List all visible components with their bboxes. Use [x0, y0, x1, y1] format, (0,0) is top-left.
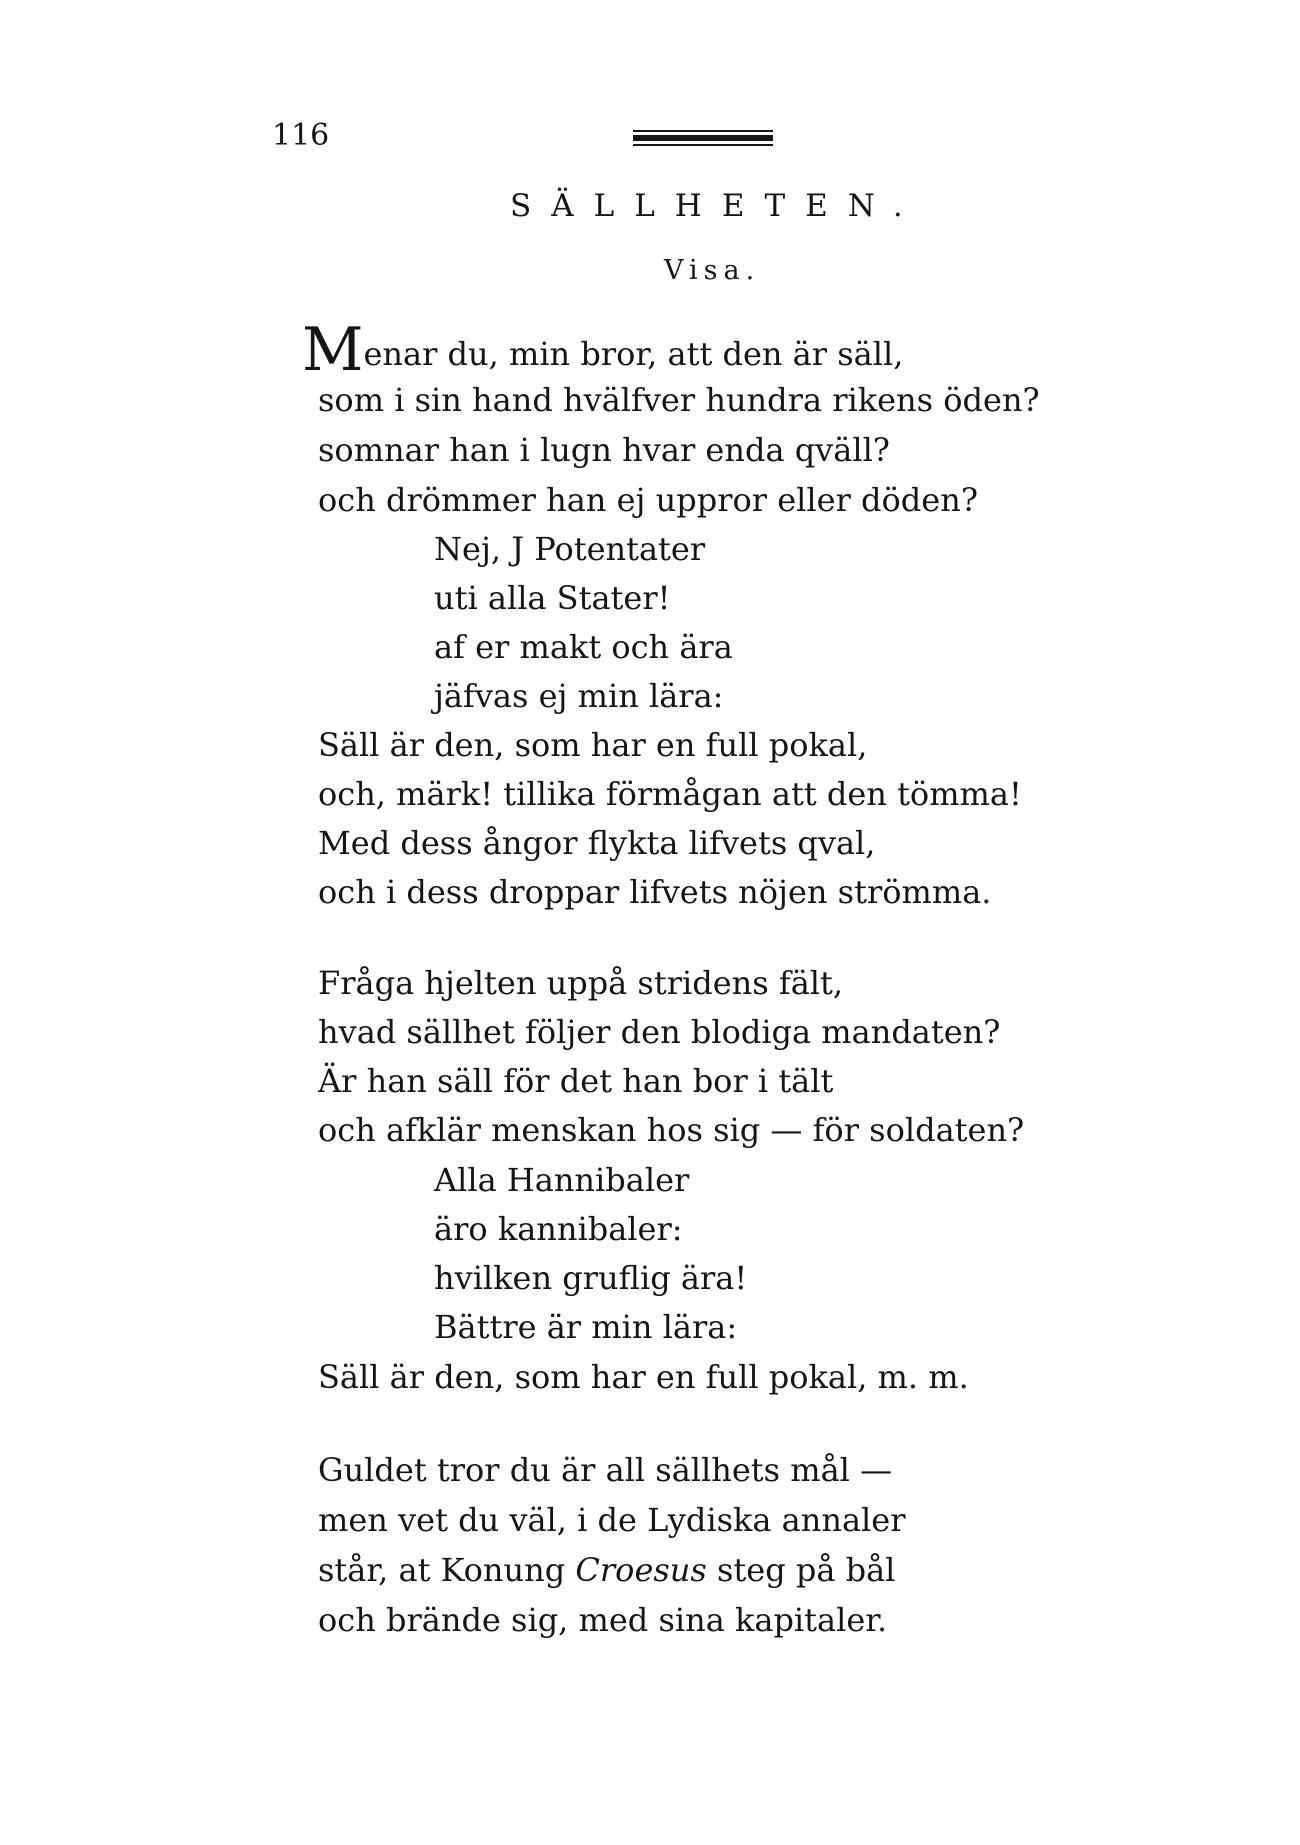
verse-line: hvad sällhet följer den blodiga mandaten?: [318, 1013, 1001, 1051]
verse-line-text: står, at Konung: [318, 1551, 576, 1589]
verse-line-indented: äro kannibaler:: [434, 1210, 683, 1248]
rule-line-middle: [633, 135, 773, 141]
rule-line-top: [633, 130, 773, 132]
verse-line-text: steg på bål: [706, 1551, 896, 1589]
verse-line: och, märk! tillika förmågan att den tömma!: [318, 775, 1022, 813]
verse-line: och brände sig, med sina kapitaler.: [318, 1601, 888, 1639]
verse-line: [318, 1550, 895, 1590]
verse-line: Guldet tror du är all sällhets mål —: [318, 1451, 893, 1489]
verse-line: Fråga hjelten uppå stridens fält,: [318, 964, 844, 1002]
page-number: 116: [272, 118, 330, 153]
verse-line-indented: jäfvas ej min lära:: [434, 677, 724, 715]
verse-line: Är han säll för det han bor i tält: [318, 1062, 834, 1100]
verse-line: och i dess droppar lifvets nöjen strömma.: [318, 873, 992, 911]
verse-line: somnar han i lugn hvar enda qväll?: [318, 431, 890, 469]
verse-line-indented: Alla Hannibaler: [434, 1161, 690, 1199]
drop-cap: M: [302, 315, 364, 385]
verse-line: men vet du väl, i de Lydiska annaler: [318, 1501, 906, 1539]
verse-line: som i sin hand hvälfver hundra rikens öden?: [318, 381, 1040, 419]
verse-line: [302, 315, 904, 385]
header-ornament-rule: [633, 130, 773, 149]
verse-line: Med dess ångor flykta lifvets qval,: [318, 824, 876, 862]
verse-line-indented: Nej, J Potentater: [434, 530, 706, 568]
rule-line-bottom: [633, 144, 773, 146]
verse-line: Säll är den, som har en full pokal,: [318, 726, 868, 764]
verse-line-indented: uti alla Stater!: [434, 579, 671, 617]
verse-line-indented: Bättre är min lära:: [434, 1308, 738, 1346]
italic-name: Croesus: [575, 1551, 707, 1589]
verse-line-indented: af er makt och ära: [434, 628, 733, 666]
verse-line: Säll är den, som har en full pokal, m. m.: [318, 1358, 969, 1396]
poem-subtitle: Visa.: [664, 255, 761, 286]
poem-title: SÄLLHETEN.: [510, 188, 923, 224]
verse-line-indented: hvilken gruflig ära!: [434, 1259, 748, 1297]
verse-line-text: enar du, min bror, att den är säll,: [363, 335, 904, 373]
verse-line: och afklär menskan hos sig — för soldaten?: [318, 1111, 1025, 1149]
verse-line: och drömmer han ej uppror eller döden?: [318, 481, 978, 519]
